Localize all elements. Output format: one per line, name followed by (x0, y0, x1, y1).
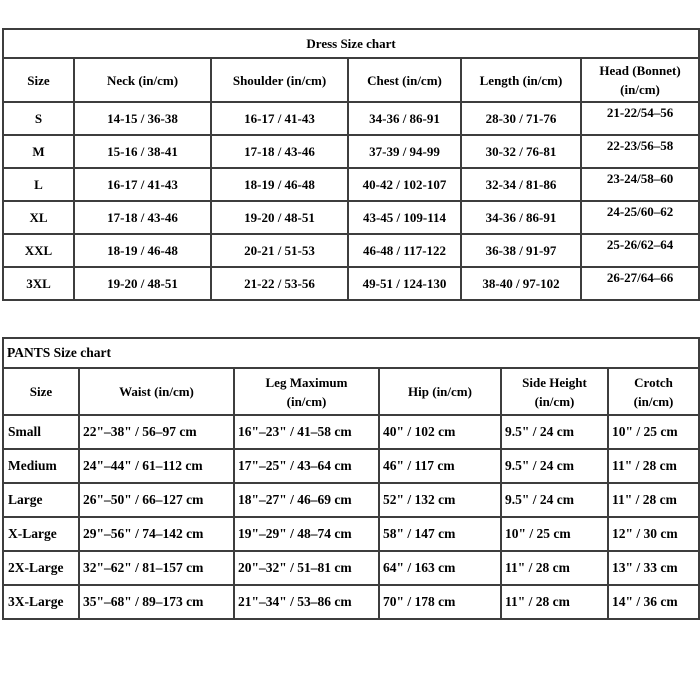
dress-col-header-shoulder (211, 58, 348, 102)
pants-size-label: Small (3, 415, 79, 449)
pants-row-small (3, 415, 699, 449)
pants-side-height-value: 9.5" / 24 cm (501, 415, 608, 449)
pants-col-header-waist (79, 368, 234, 415)
dress-head-value: 25-26/62–64 (581, 234, 699, 267)
pants-leg-value: 21"–34" / 53–86 cm (234, 585, 379, 619)
dress-shoulder-value: 20-21 / 51-53 (211, 234, 348, 267)
pants-hip-value: 40" / 102 cm (379, 415, 501, 449)
dress-chest-value: 40-42 / 102-107 (348, 168, 461, 201)
pants-leg-value: 20"–32" / 51–81 cm (234, 551, 379, 585)
dress-length-value: 32-34 / 81-86 (461, 168, 581, 201)
pants-side-height-value: 11" / 28 cm (501, 551, 608, 585)
pants-col-header-leg-maximum (234, 368, 379, 415)
dress-chart-title: Dress Size chart (3, 29, 699, 58)
pants-size-label: 3X-Large (3, 585, 79, 619)
pants-side-height-value: 9.5" / 24 cm (501, 449, 608, 483)
pants-size-label: Large (3, 483, 79, 517)
pants-crotch-value: 11" / 28 cm (608, 449, 699, 483)
pants-crotch-value: 13" / 33 cm (608, 551, 699, 585)
dress-head-value: 26-27/64–66 (581, 267, 699, 300)
pants-row-x-large (3, 517, 699, 551)
dress-length-value: 36-38 / 91-97 (461, 234, 581, 267)
dress-col-header-neck (74, 58, 211, 102)
pants-row-medium (3, 449, 699, 483)
pants-size-label: X-Large (3, 517, 79, 551)
header-line: Size (27, 72, 50, 88)
pants-size-table (2, 337, 700, 620)
dress-neck-value: 18-19 / 46-48 (74, 234, 211, 267)
dress-chest-value: 43-45 / 109-114 (348, 201, 461, 234)
header-line: Length (in/cm) (479, 72, 563, 88)
dress-size-table (2, 28, 700, 301)
header-line: (in/cm) (633, 393, 674, 409)
pants-row-2x-large (3, 551, 699, 585)
pants-hip-value: 64" / 163 cm (379, 551, 501, 585)
pants-waist-value: 35"–68" / 89–173 cm (79, 585, 234, 619)
pants-row-large (3, 483, 699, 517)
pants-crotch-value: 10" / 25 cm (608, 415, 699, 449)
dress-size-label: L (3, 168, 74, 201)
dress-size-label: XXL (3, 234, 74, 267)
pants-row-3x-large (3, 585, 699, 619)
dress-shoulder-value: 18-19 / 46-48 (211, 168, 348, 201)
dress-head-value: 23-24/58–60 (581, 168, 699, 201)
dress-size-label: M (3, 135, 74, 168)
header-line: Waist (in/cm) (119, 384, 194, 399)
dress-chest-value: 37-39 / 94-99 (348, 135, 461, 168)
pants-hip-value: 58" / 147 cm (379, 517, 501, 551)
dress-title-row (3, 29, 699, 58)
dress-neck-value: 19-20 / 48-51 (74, 267, 211, 300)
dress-head-value: 22-23/56–58 (581, 135, 699, 168)
pants-leg-value: 16"–23" / 41–58 cm (234, 415, 379, 449)
pants-side-height-value: 9.5" / 24 cm (501, 483, 608, 517)
pants-hip-value: 46" / 117 cm (379, 449, 501, 483)
pants-side-height-value: 11" / 28 cm (501, 585, 608, 619)
dress-col-header-chest (348, 58, 461, 102)
dress-shoulder-value: 21-22 / 53-56 (211, 267, 348, 300)
dress-chest-value: 46-48 / 117-122 (348, 234, 461, 267)
dress-row-l (3, 168, 699, 201)
header-line: Size (29, 384, 53, 399)
dress-row-m (3, 135, 699, 168)
dress-size-label: S (3, 102, 74, 135)
header-line: (in/cm) (620, 82, 660, 97)
pants-col-header-side-height (501, 368, 608, 415)
pants-waist-value: 22"–38" / 56–97 cm (79, 415, 234, 449)
dress-row-xxl (3, 234, 699, 267)
dress-length-value: 30-32 / 76-81 (461, 135, 581, 168)
dress-size-label: XL (3, 201, 74, 234)
pants-hip-value: 70" / 178 cm (379, 585, 501, 619)
pants-waist-value: 26"–50" / 66–127 cm (79, 483, 234, 517)
dress-row-s (3, 102, 699, 135)
dress-head-value: 24-25/60–62 (581, 201, 699, 234)
pants-title-row (3, 338, 699, 368)
header-line: Crotch (634, 374, 673, 390)
dress-neck-value: 17-18 / 43-46 (74, 201, 211, 234)
dress-header-row (3, 58, 699, 102)
header-line: (in/cm) (286, 393, 327, 409)
pants-crotch-value: 14" / 36 cm (608, 585, 699, 619)
dress-head-value: 21-22/54–56 (581, 102, 699, 135)
pants-size-label: Medium (3, 449, 79, 483)
header-line: Side Height (522, 374, 587, 390)
dress-length-value: 28-30 / 71-76 (461, 102, 581, 135)
pants-leg-value: 17"–25" / 43–64 cm (234, 449, 379, 483)
dress-shoulder-value: 17-18 / 43-46 (211, 135, 348, 168)
pants-waist-value: 24"–44" / 61–112 cm (79, 449, 234, 483)
dress-col-header-length (461, 58, 581, 102)
dress-chest-value: 34-36 / 86-91 (348, 102, 461, 135)
dress-length-value: 38-40 / 97-102 (461, 267, 581, 300)
dress-shoulder-value: 16-17 / 41-43 (211, 102, 348, 135)
dress-shoulder-value: 19-20 / 48-51 (211, 201, 348, 234)
pants-size-label: 2X-Large (3, 551, 79, 585)
dress-row-xl (3, 201, 699, 234)
pants-col-header-hip (379, 368, 501, 415)
dress-chest-value: 49-51 / 124-130 (348, 267, 461, 300)
dress-neck-value: 14-15 / 36-38 (74, 102, 211, 135)
pants-col-header-crotch (608, 368, 699, 415)
dress-col-header-head (581, 58, 699, 102)
pants-leg-value: 19"–29" / 48–74 cm (234, 517, 379, 551)
dress-col-header-size (3, 58, 74, 102)
pants-waist-value: 32"–62" / 81–157 cm (79, 551, 234, 585)
dress-neck-value: 16-17 / 41-43 (74, 168, 211, 201)
pants-crotch-value: 11" / 28 cm (608, 483, 699, 517)
pants-side-height-value: 10" / 25 cm (501, 517, 608, 551)
pants-chart-title: PANTS Size chart (3, 338, 699, 368)
header-line: Hip (in/cm) (408, 384, 472, 399)
dress-size-label: 3XL (3, 267, 74, 300)
pants-hip-value: 52" / 132 cm (379, 483, 501, 517)
pants-col-header-size (3, 368, 79, 415)
dress-neck-value: 15-16 / 38-41 (74, 135, 211, 168)
header-line: Shoulder (in/cm) (232, 72, 327, 88)
pants-crotch-value: 12" / 30 cm (608, 517, 699, 551)
pants-leg-value: 18"–27" / 46–69 cm (234, 483, 379, 517)
header-line: Neck (in/cm) (106, 72, 179, 88)
dress-length-value: 34-36 / 86-91 (461, 201, 581, 234)
header-line: (in/cm) (534, 393, 575, 409)
header-line: Chest (in/cm) (367, 72, 442, 88)
pants-header-row (3, 368, 699, 415)
header-line: Leg Maximum (265, 374, 348, 390)
header-line: Head (Bonnet) (599, 63, 681, 78)
dress-row-3xl (3, 267, 699, 300)
pants-waist-value: 29"–56" / 74–142 cm (79, 517, 234, 551)
